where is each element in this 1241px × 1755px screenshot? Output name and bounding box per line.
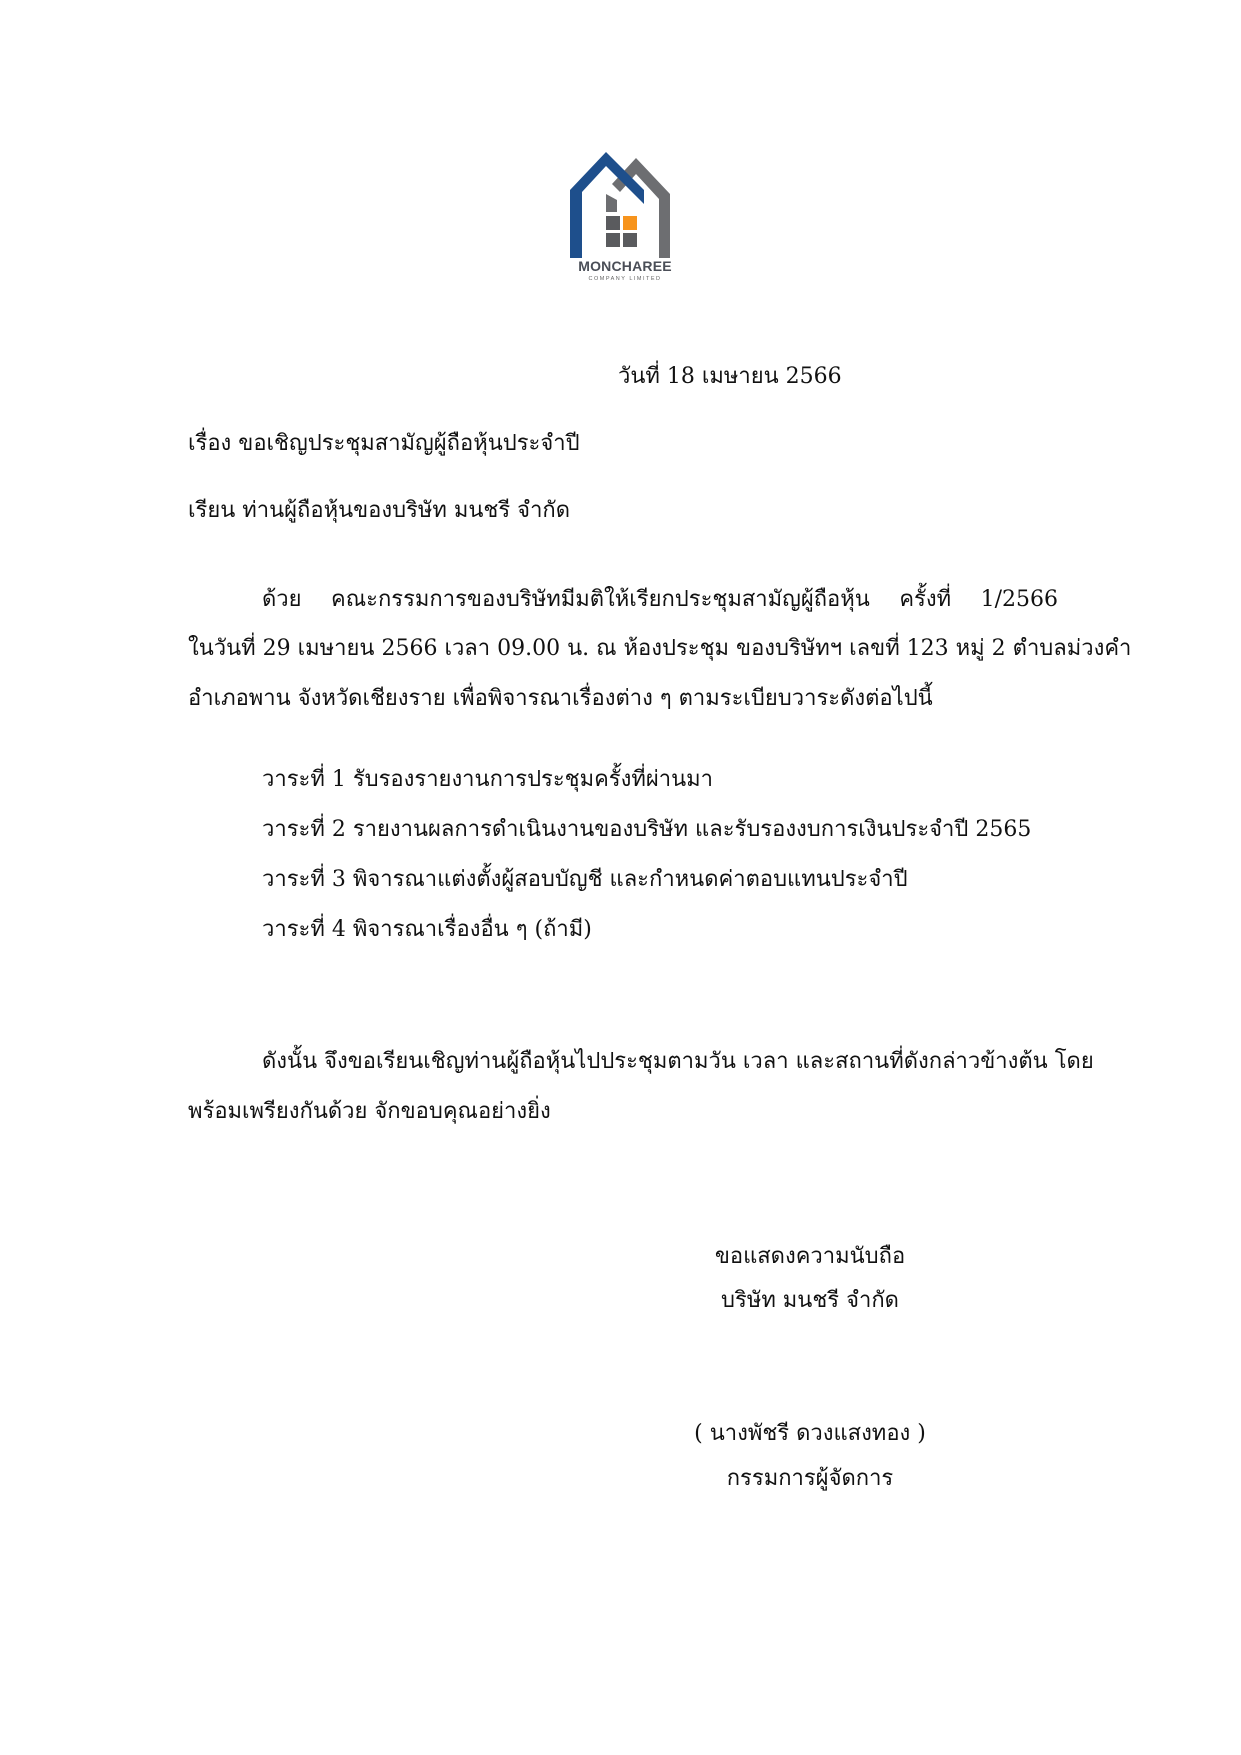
agenda-item-2: วาระที่ 2 รายงานผลการดำเนินงานของบริษัท และรับรองงบการเงินประจำปี 2565 [262, 817, 1032, 842]
company-name: บริษัท มนชรี จำกัด [721, 1288, 899, 1313]
intro-line-3: อำเภอพาน จังหวัดเชียงราย เพื่อพิจารณาเรื่องต่าง ๆ ตามระเบียบวาระดังต่อไปนี้ [188, 686, 933, 711]
signer-title: กรรมการผู้จัดการ [726, 1466, 894, 1491]
agenda-item-3: วาระที่ 3 พิจารณาแต่งตั้งผู้สอบบัญชี และกำหนดค่าตอบแทนประจำปี [262, 867, 908, 892]
agenda-item-4: วาระที่ 4 พิจารณาเรื่องอื่น ๆ (ถ้ามี) [262, 917, 592, 942]
company-logo [570, 150, 680, 290]
intro-line-1: ด้วย คณะกรรมการของบริษัทมีมติให้เรียกประชุมสามัญผู้ถือหุ้น ครั้งที่ 1/2566 [262, 587, 1058, 612]
closing-line-1: ดังนั้น จึงขอเรียนเชิญท่านผู้ถือหุ้นไปประชุมตามวัน เวลา และสถานที่ดังกล่าวข้างต้น โดย [262, 1049, 1094, 1074]
letter-date: วันที่ 18 เมษายน 2566 [618, 364, 842, 389]
letter-subject: เรื่อง ขอเชิญประชุมสามัญผู้ถือหุ้นประจำปี [188, 431, 580, 456]
closing-line-2: พร้อมเพรียงกันด้วย จักขอบคุณอย่างยิ่ง [188, 1099, 551, 1124]
logo-name: MONCHAREE [578, 258, 672, 274]
regards: ขอแสดงความนับถือ [714, 1244, 906, 1269]
logo-subtitle: COMPANY LIMITED [588, 276, 662, 282]
signer-name: ( นางพัชรี ดวงแสงทอง ) [694, 1421, 926, 1446]
intro-line-2: ในวันที่ 29 เมษายน 2566 เวลา 09.00 น. ณ ห้องประชุม ของบริษัทฯ เลขที่ 123 หมู่ 2 ตำบลม่วงคำ [188, 636, 1132, 661]
letter-salutation: เรียน ท่านผู้ถือหุ้นของบริษัท มนชรี จำกัด [188, 498, 571, 523]
agenda-item-1: วาระที่ 1 รับรองรายงานการประชุมครั้งที่ผ่านมา [262, 767, 714, 792]
house-logo-icon [570, 150, 680, 262]
